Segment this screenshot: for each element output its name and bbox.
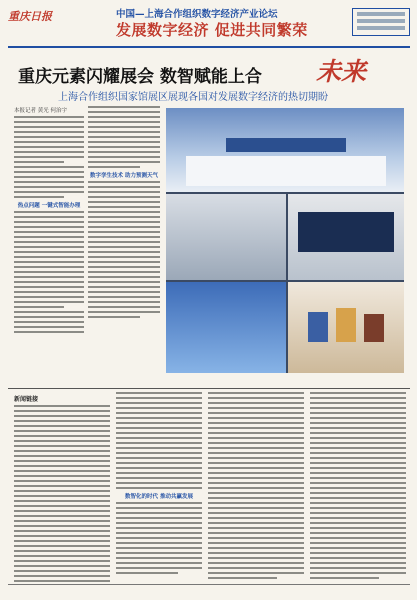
text-block	[116, 502, 202, 574]
byline: 本报记者 黄光 何治宇	[14, 108, 67, 114]
newspaper-logo: 重庆日报	[8, 10, 52, 23]
article-column-2	[88, 106, 160, 384]
article-column-3	[116, 392, 202, 582]
booth-photo	[166, 194, 286, 280]
main-headline: 重庆元素闪耀展会 数智赋能上合	[18, 67, 262, 87]
text-block	[88, 181, 160, 318]
photo-caption-area	[166, 378, 404, 386]
section-divider	[8, 388, 410, 389]
forum-title: 中国—上海合作组织数字经济产业论坛	[116, 9, 278, 20]
section-heading: 数字孪生技术 助力预测天气	[90, 173, 158, 179]
headline-accent: 未来	[316, 57, 367, 86]
text-block	[310, 392, 406, 579]
exhibition-photo-collage	[166, 108, 404, 373]
section-heading: 数智化的时代 推动共赢发展	[125, 494, 193, 500]
product-photo	[288, 282, 404, 373]
sidebar-story	[14, 392, 110, 582]
text-block	[14, 211, 84, 333]
hall-photo	[166, 108, 404, 192]
page-info-box	[352, 8, 410, 36]
article-column-4	[208, 392, 304, 582]
map-photo	[166, 282, 286, 373]
header-rule	[8, 46, 410, 48]
forum-slogan: 发展数字经济 促进共同繁荣	[116, 21, 308, 39]
article-column-5	[310, 392, 406, 582]
text-block	[88, 106, 160, 168]
section-heading: 热点问题 一键式智能办理	[17, 203, 81, 209]
sub-headline: 上海合作组织国家馆展区展现各国对发展数字经济的热切期盼	[58, 92, 328, 103]
page-footer	[8, 584, 410, 594]
text-block	[116, 392, 202, 489]
photo-caption-vertical	[372, 120, 402, 270]
article-column-1	[14, 106, 84, 384]
text-block	[14, 116, 84, 198]
masthead	[8, 4, 410, 44]
text-block	[208, 392, 304, 579]
sidebar-label: 新闻链接	[14, 396, 39, 403]
text-block	[14, 405, 110, 582]
